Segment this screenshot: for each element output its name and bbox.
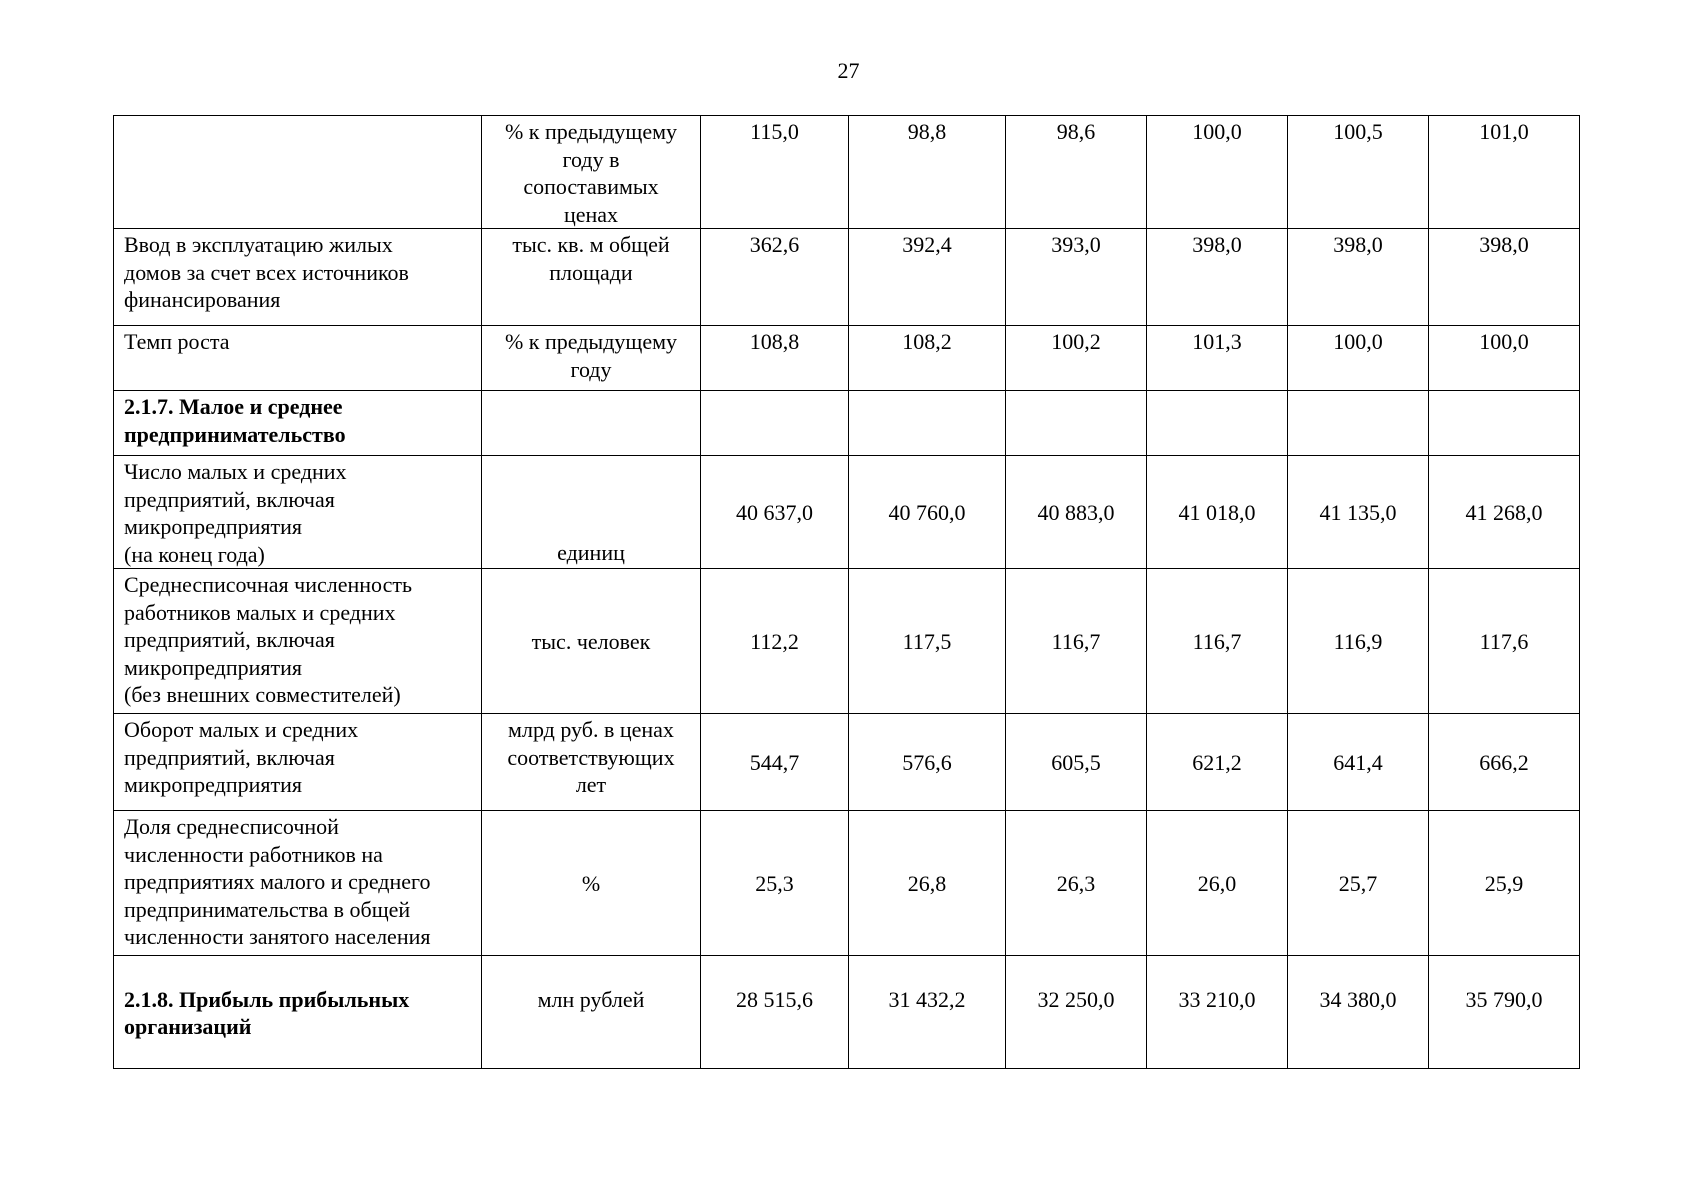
value-cell: 116,9 <box>1288 569 1429 714</box>
value-cell <box>1006 391 1147 456</box>
section-row <box>114 391 1580 456</box>
indicator-name <box>114 116 482 229</box>
value-cell: 362,6 <box>701 229 849 326</box>
table-row <box>114 456 1580 569</box>
indicators-table <box>113 115 1580 1069</box>
unit-cell: % к предыдущему году в сопоставимых ценах <box>482 116 701 229</box>
value-cell: 25,3 <box>701 811 849 956</box>
value-cell: 41 135,0 <box>1288 456 1429 569</box>
value-cell: 25,9 <box>1429 811 1580 956</box>
value-cell <box>1288 391 1429 456</box>
unit-cell <box>482 391 701 456</box>
value-cell: 117,6 <box>1429 569 1580 714</box>
table-row <box>114 116 1580 229</box>
value-cell: 98,8 <box>849 116 1006 229</box>
value-cell: 101,0 <box>1429 116 1580 229</box>
table-row <box>114 229 1580 326</box>
value-cell: 116,7 <box>1147 569 1288 714</box>
value-cell: 32 250,0 <box>1006 956 1147 1069</box>
unit-cell: млн рублей <box>482 956 701 1069</box>
value-cell: 100,0 <box>1288 326 1429 391</box>
value-cell <box>1147 391 1288 456</box>
indicator-name: Темп роста <box>114 326 482 391</box>
table-row <box>114 811 1580 956</box>
value-cell: 26,0 <box>1147 811 1288 956</box>
value-cell: 100,2 <box>1006 326 1147 391</box>
table-row <box>114 326 1580 391</box>
value-cell: 41 018,0 <box>1147 456 1288 569</box>
value-cell: 392,4 <box>849 229 1006 326</box>
value-cell: 605,5 <box>1006 714 1147 811</box>
value-cell: 25,7 <box>1288 811 1429 956</box>
value-cell: 101,3 <box>1147 326 1288 391</box>
value-cell: 544,7 <box>701 714 849 811</box>
value-cell: 641,4 <box>1288 714 1429 811</box>
value-cell: 100,5 <box>1288 116 1429 229</box>
unit-cell: тыс. человек <box>482 569 701 714</box>
value-cell: 26,8 <box>849 811 1006 956</box>
page-number: 27 <box>837 58 860 83</box>
value-cell: 26,3 <box>1006 811 1147 956</box>
value-cell: 108,8 <box>701 326 849 391</box>
indicator-name: Число малых и средних предприятий, включая микропредприятия (на конец года) <box>114 456 482 569</box>
indicator-name: Ввод в эксплуатацию жилых домов за счет всех источников финансирования <box>114 229 482 326</box>
value-cell: 116,7 <box>1006 569 1147 714</box>
table-row <box>114 569 1580 714</box>
indicator-name: Оборот малых и средних предприятий, включая микропредприятия <box>114 714 482 811</box>
unit-cell: % <box>482 811 701 956</box>
value-cell: 117,5 <box>849 569 1006 714</box>
value-cell: 666,2 <box>1429 714 1580 811</box>
value-cell: 621,2 <box>1147 714 1288 811</box>
value-cell: 33 210,0 <box>1147 956 1288 1069</box>
section-title: 2.1.7. Малое и среднее предпринимательство <box>114 391 482 456</box>
value-cell: 100,0 <box>1147 116 1288 229</box>
unit-cell: тыс. кв. м общей площади <box>482 229 701 326</box>
value-cell: 398,0 <box>1288 229 1429 326</box>
value-cell: 40 760,0 <box>849 456 1006 569</box>
value-cell <box>701 391 849 456</box>
value-cell: 100,0 <box>1429 326 1580 391</box>
value-cell <box>1429 391 1580 456</box>
indicator-name: Доля среднесписочной численности работников на предприятиях малого и среднего предпринимательства в общей численности занятого населения <box>114 811 482 956</box>
value-cell: 40 883,0 <box>1006 456 1147 569</box>
table-row <box>114 714 1580 811</box>
value-cell: 576,6 <box>849 714 1006 811</box>
value-cell: 34 380,0 <box>1288 956 1429 1069</box>
value-cell: 115,0 <box>701 116 849 229</box>
value-cell: 40 637,0 <box>701 456 849 569</box>
section-row <box>114 956 1580 1069</box>
value-cell: 41 268,0 <box>1429 456 1580 569</box>
value-cell: 398,0 <box>1429 229 1580 326</box>
indicator-name: Среднесписочная численность работников малых и средних предприятий, включая микропредприятия (без внешних совместителей) <box>114 569 482 714</box>
value-cell: 398,0 <box>1147 229 1288 326</box>
value-cell: 393,0 <box>1006 229 1147 326</box>
unit-cell: млрд руб. в ценах соответствующих лет <box>482 714 701 811</box>
unit-cell: % к предыдущему году <box>482 326 701 391</box>
section-title: 2.1.8. Прибыль прибыльных организаций <box>114 956 482 1069</box>
unit-cell: единиц <box>482 456 701 569</box>
value-cell: 35 790,0 <box>1429 956 1580 1069</box>
value-cell: 28 515,6 <box>701 956 849 1069</box>
value-cell: 112,2 <box>701 569 849 714</box>
value-cell: 108,2 <box>849 326 1006 391</box>
value-cell: 98,6 <box>1006 116 1147 229</box>
value-cell <box>849 391 1006 456</box>
value-cell: 31 432,2 <box>849 956 1006 1069</box>
